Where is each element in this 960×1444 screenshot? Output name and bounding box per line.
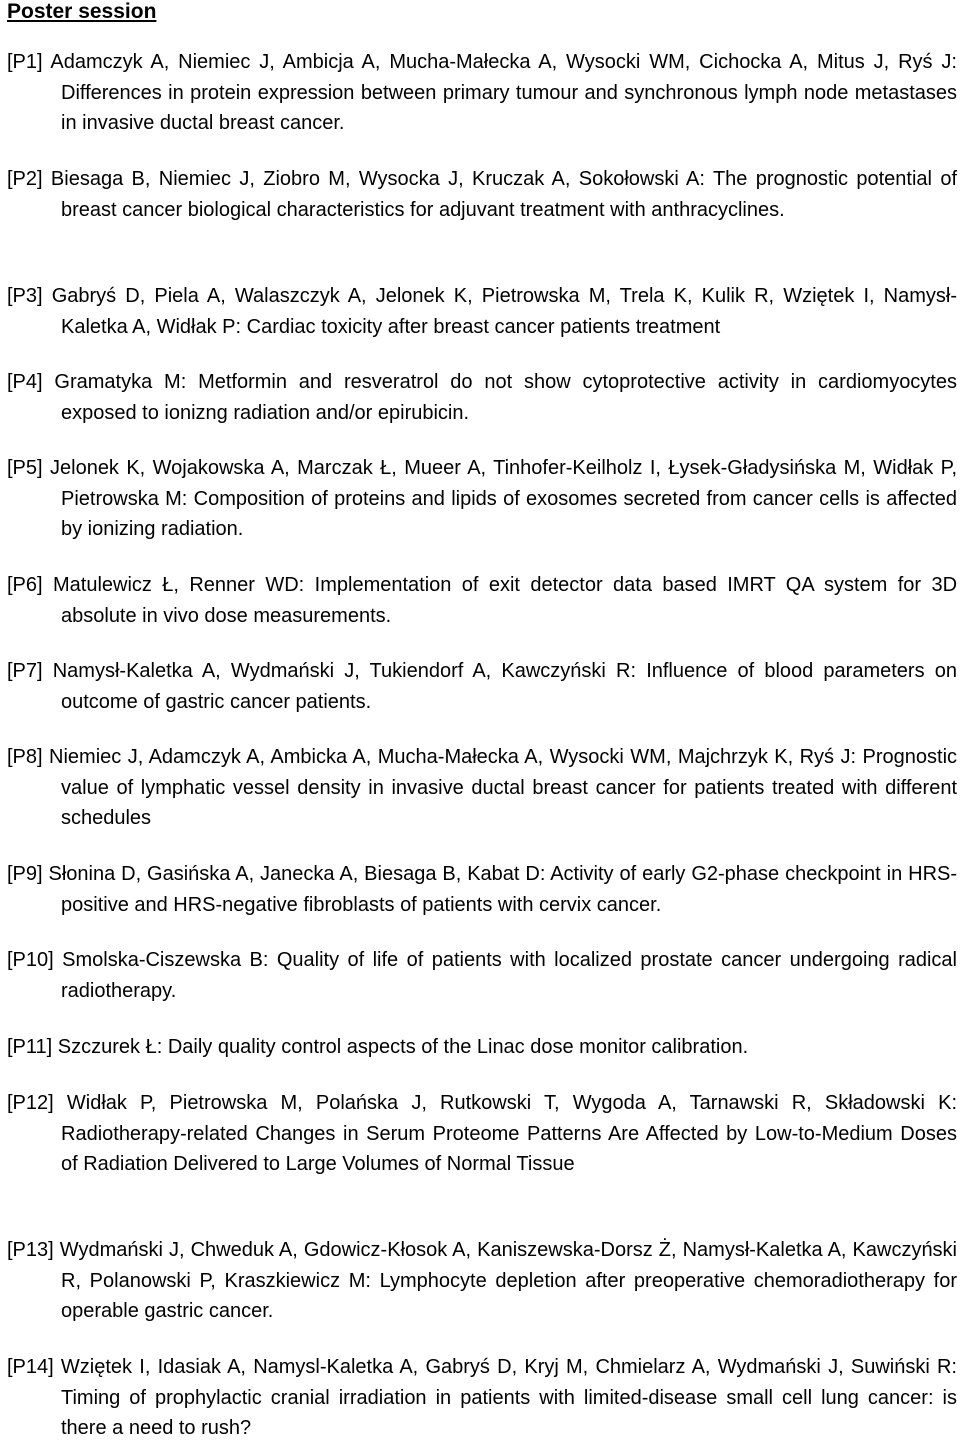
abstract-entry-p11: [7, 1032, 957, 1063]
entry-authors: Widłak P, Pietrowska M, Polańska J, Rutkowski T, Wygoda A, Tarnawski R, Składowski K:: [66, 1092, 957, 1114]
entry-label: [P13]: [7, 1239, 54, 1261]
entry-label: [P1]: [7, 51, 43, 73]
entry-title: Daily quality control aspects of the Linac dose monitor calibration.: [167, 1036, 749, 1058]
entry-authors: Wydmański J, Chweduk A, Gdowicz-Kłosok A, Kaniszewska-Dorsz Ż, Namysł-Kaletka A, Kawczyński R, Polanowski P, Kraszkiewicz M:: [59, 1239, 958, 1292]
section-title: Poster session: [7, 0, 157, 23]
entry-label: [P14]: [7, 1356, 54, 1378]
entry-authors: Gramatyka M:: [54, 371, 187, 393]
entry-title: Metformin and resveratrol do not show cytoprotective activity in cardiomyocytes exposed to ioniz​ng radiation and/or epirubicin.: [61, 371, 957, 424]
abstract-entry-p7: [7, 656, 957, 717]
abstract-entry-p1: [7, 47, 957, 139]
abstract-entry-p3: [7, 281, 957, 342]
entry-label: [P7]: [7, 660, 43, 682]
entry-title: Differences in protein expression between primary tumour and synchronous lymph node metastases in invasive ductal breast cancer.: [61, 81, 957, 135]
abstract-entry-p10: [7, 945, 957, 1006]
entry-title: Quality of life of patients with localized prostate cancer undergoing radical radiotherapy.: [61, 949, 957, 1002]
entry-authors: Jelonek K, Wojakowska A, Marczak Ł, Mueer A, Tinhofer-Keilholz I, Łysek-Gładysińska M, Widłak P, Pietrowska M:: [50, 457, 958, 510]
entry-authors: Szczurek Ł:: [57, 1036, 163, 1058]
entry-title: The prognostic potential of breast cancer biological characteristics for adjuvant treatment with anthracyclines.: [61, 168, 957, 221]
entry-title: Cardiac toxicity after breast cancer patients treatment: [246, 315, 721, 338]
entry-authors: Matulewicz Ł, Renner WD:: [52, 574, 305, 596]
abstract-entry-p14: [7, 1352, 957, 1444]
entry-label: [P10]: [7, 949, 54, 971]
entry-label: [P5]: [7, 457, 43, 479]
entry-title: Timing of prophylactic cranial irradiation in patients with limited-disease small cell lung cancer: is there a need to rush?: [61, 1386, 957, 1440]
entry-label: [P11]: [7, 1036, 53, 1058]
entry-authors: Smolska-Ciszewska B:: [62, 949, 269, 971]
abstract-entry-p5: [7, 453, 957, 545]
entry-label: [P3]: [7, 285, 43, 307]
entry-label: [P6]: [7, 574, 43, 596]
entry-authors: Niemiec J, Adamczyk A, Ambicka A, Mucha-Małecka A, Wysocki WM, Majchrzyk K, Ryś J:: [49, 746, 857, 768]
entry-label: [P8]: [7, 746, 43, 768]
entry-title: Prognostic value of lymphatic vessel density in invasive ductal breast cancer for patients treated with different schedules: [61, 746, 958, 830]
entry-title: Influence of blood parameters on outcome of gastric cancer patients.: [61, 660, 957, 713]
entry-title: Composition of proteins and lipids of exosomes secreted from cancer cells is affected by ionizing radiation.: [61, 487, 957, 541]
entry-authors: Biesaga B, Niemiec J, Ziobro M, Wysocka J, Kruczak A, Sokołowski A:: [50, 168, 705, 190]
entry-title: Implementation of exit detector data based IMRT QA system for 3D absolute in vivo dose measurements.: [61, 574, 958, 627]
abstract-entry-p9: [7, 859, 957, 920]
abstract-entry-p2: [7, 164, 957, 225]
abstract-entry-p12: [7, 1088, 957, 1180]
entry-authors: Namysł-Kaletka A, Wydmański J, Tukiendorf A, Kawczyński R:: [52, 660, 637, 682]
abstract-entry-p6: [7, 570, 957, 631]
entry-title: Activity of early G2-phase checkpoint in HRS-positive and HRS-negative fibroblasts of patients with cervix cancer.: [61, 863, 958, 916]
entry-authors: Wziętek I, Idasiak A, Namysl-Kaletka A, Gabryś D, Kryj M, Chmielarz A, Wydmański J, Suwiński R:: [60, 1356, 957, 1378]
abstract-entry-p8: [7, 742, 957, 834]
entry-label: [P4]: [7, 371, 43, 393]
abstract-entry-p4: [7, 367, 957, 428]
entry-authors: Słonina D, Gasińska A, Janecka A, Biesaga B, Kabat D:: [48, 863, 546, 885]
entry-label: [P12]: [7, 1092, 54, 1114]
entry-authors: Gabryś D, Piela A, Walaszczyk A, Jelonek K, Pietrowska M, Trela K, Kulik R, Wziętek I, Namysł-Kaletka A, Widłak P:: [51, 285, 958, 338]
abstract-entry-p13: [7, 1235, 957, 1327]
entry-authors: Adamczyk A, Niemiec J, Ambicja A, Mucha-Małecka A, Wysocki WM, Cichocka A, Mitus J, Ryś J:: [50, 51, 957, 73]
entry-title: Lymphocyte depletion after preoperative chemoradiotherapy for operable gastric cancer.: [61, 1269, 957, 1323]
entry-label: [P2]: [7, 168, 43, 190]
entry-title: Radiotherapy-related Changes in Serum Proteome Patterns Are Affected by Low-to-Medium Doses of Radiation Delivered to Large Volumes of Normal Tissue: [61, 1122, 957, 1176]
entry-label: [P9]: [7, 863, 43, 885]
